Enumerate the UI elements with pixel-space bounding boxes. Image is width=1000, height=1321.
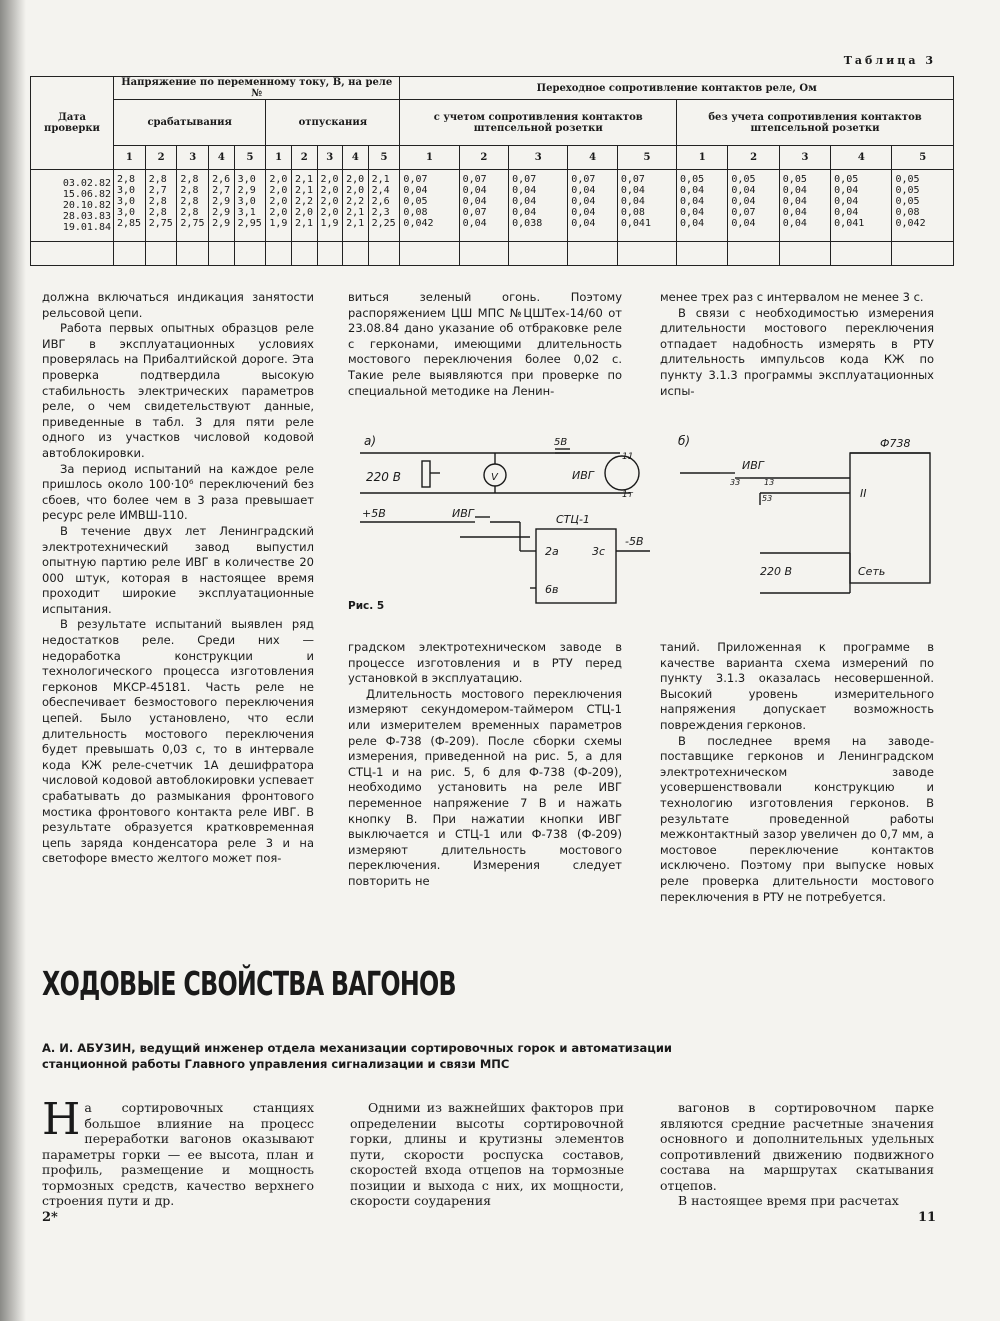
relay-number-cell: 1 (266, 146, 292, 170)
blank-cell (368, 242, 400, 266)
paragraph: В течение двух лет Ленинградский электротехнический завод выпустил опытную партию реле ИВГ в количестве 20 000 штук, которая в настоящее время проходит широкие эксплуатационные испытания. (42, 523, 314, 616)
blank-cell (209, 242, 235, 266)
resistance-header: Переходное сопротивление контактов реле, Ом (400, 77, 954, 100)
relay-number-cell: 4 (831, 146, 892, 170)
fig-b-label: б) (678, 434, 691, 448)
value-cell: 2,0 2,0 2,0 2,0 1,9 (266, 170, 292, 242)
blank-cell (892, 242, 954, 266)
relay-number-cell: 5 (234, 146, 266, 170)
blank-cell (343, 242, 369, 266)
fig-220v-label: 220 В (366, 470, 401, 484)
value-cell: 0,07 0,04 0,05 0,08 0,042 (400, 170, 459, 242)
fig-2a-label: 2а (545, 545, 559, 558)
fig-stc1-label: СТЦ-1 (556, 513, 590, 526)
blank-cell (831, 242, 892, 266)
fig-net-label: Сеть (858, 565, 886, 578)
column-3-bottom (660, 640, 934, 905)
relay-number-cell: 3 (317, 146, 343, 170)
blank-cell (459, 242, 509, 266)
relay-number-cell: 3 (779, 146, 830, 170)
blank-cell (728, 242, 779, 266)
fig-terminal-1t: 1т (622, 490, 633, 500)
relay-number-cell: 2 (291, 146, 317, 170)
value-cell: 0,07 0,04 0,04 0,04 0,04 (568, 170, 618, 242)
value-cell: 2,0 2,0 2,2 2,1 2,1 (343, 170, 369, 242)
pickup-header: срабатывания (114, 100, 266, 146)
relay-number-cell: 3 (509, 146, 568, 170)
relay-number-cell: 3 (177, 146, 209, 170)
article-p1: а сортировочных станциях большое влияние на процесс переработки вагонов оказывают параметры горки — ее высота, план и профиль, размещение и мощность тормозных средств, качество верхнего строения пути и др. (42, 1100, 314, 1208)
relay-number-cell: 1 (114, 146, 146, 170)
voltage-header: Напряжение по переменному току, В, на реле № (114, 77, 400, 100)
dropout-header: отпускания (266, 100, 400, 146)
fig-contact-33: 33 (730, 478, 741, 487)
fig-ivg-label-b: ИВГ (742, 459, 764, 472)
blank-cell (266, 242, 292, 266)
article-column-1 (42, 1094, 314, 1209)
fig-contact-53: 53 (762, 494, 773, 503)
blank-cell (617, 242, 676, 266)
column-2-top (348, 290, 622, 399)
value-cell: 0,05 0,04 0,04 0,07 0,04 (728, 170, 779, 242)
article-p3a: вагонов в сортировочном парке являются средние расчетные значения основного и дополнительных удельных сопротивлений движению подвижного состава на маршрутах скатывания отцепов. (660, 1100, 934, 1193)
value-cell: 2,8 2,7 2,8 2,8 2,75 (145, 170, 177, 242)
paragraph: В последнее время на заводе-поставщике герконов и Ленинградском электротехническом заводе усовершенствовали конструкцию и технологию изготовления герконов. В результате проведенной работы межконтактный зазор увеличен до 0,7 мм, а мостовое переключение контактов исключено. Поэтому при выпуске новых реле проверка длительности мостового переключения в РТУ не потребуется. (660, 733, 934, 904)
signature-mark: 2* (42, 1210, 58, 1225)
fig-a-label: а) (364, 434, 377, 448)
fig-minus5v-label: -5В (625, 535, 644, 548)
fig-plus5v-label: +5В (362, 507, 386, 520)
blank-cell (234, 242, 266, 266)
value-cell: 3,0 2,9 3,0 3,1 2,95 (234, 170, 266, 242)
page-number: 11 (918, 1210, 937, 1225)
value-cell: 2,0 2,0 2,0 2,0 1,9 (317, 170, 343, 242)
relay-number-cell: 5 (617, 146, 676, 170)
article-column-2 (350, 1100, 624, 1209)
without-socket-header: без учета сопротивления контактов штепсельной розетки (677, 100, 954, 146)
column-2-bottom (348, 640, 622, 890)
value-cell: 0,05 0,04 0,04 0,04 0,04 (677, 170, 728, 242)
value-cell: 0,07 0,04 0,04 0,08 0,041 (617, 170, 676, 242)
value-cell: 0,05 0,04 0,04 0,04 0,041 (831, 170, 892, 242)
relay-number-cell: 5 (368, 146, 400, 170)
figure-caption: Рис. 5 (348, 600, 385, 612)
value-cell: 2,1 2,4 2,6 2,3 2,25 (368, 170, 400, 242)
blank-cell (317, 242, 343, 266)
fig-6b-label: 6в (545, 583, 559, 596)
blank-cell (145, 242, 177, 266)
date-header: Дата проверки (31, 77, 114, 170)
article-p2: Одними из важнейших факторов при определении высоты сортировочной горки, длины и крутизны элементов пути, скорости роспуска составов, скоростей входа отцепов на тормозные позиции и выхода с них, их мощности, скорости соударения (350, 1100, 624, 1208)
relay-number-cell: 4 (209, 146, 235, 170)
column-1 (42, 290, 314, 867)
fig-ii-label: II (860, 487, 867, 500)
paragraph: За период испытаний на каждое реле пришлось около 100·10⁶ переключений без сбоев, что более чем в 3 раза превышает ресурс реле ИМВШ-110. (42, 461, 314, 523)
fig-contact-13: 13 (764, 478, 775, 487)
paragraph: В результате испытаний выявлен ряд недостатков реле. Среди них — недоработка конструкции и технологического процесса изготовления герконов МКСР-45181. Часть реле не обеспечивает безмостового переключения цепей. Было установлено, что если длительность мостового переключения будет превышать 0,03 с, то в интервале кода КЖ реле-счетчик 1А дешифратора числовой кодовой автоблокировки успевает срабатывать до размыкания фронтового мостика фронтового контакта реле ИВГ. В результате образуется кратковременная цепь заряда конденсатора реле 3 и на светофоре вместо желтого может поя- (42, 617, 314, 866)
value-cell: 0,07 0,04 0,04 0,04 0,038 (509, 170, 568, 242)
paragraph: Работа первых опытных образцов реле ИВГ в эксплуатационных условиях проверялась на Прибалтийской дороге. Эта проверка подтвердила высокую стабильность электрических параметров реле, о чем свидетельствуют данные, приведенные в табл. 3 для пяти реле одного из участков числовой кодовой автоблокировки. (42, 321, 314, 460)
paragraph: В связи с необходимостью измерения длительности мостового переключения отпадает надобность измерять в РТУ длительность импульсов кода КЖ по пункту 3.1.3 программы эксплуатационных испы- (660, 305, 934, 398)
blank-cell (177, 242, 209, 266)
relay-number-cell: 4 (343, 146, 369, 170)
blank-cell (509, 242, 568, 266)
dropcap-letter: Н (42, 1094, 81, 1145)
fig-voltmeter-label: V (491, 472, 498, 483)
col2-top-text: виться зеленый огонь. Поэтому распоряжением ЦШ МПС №ЦШТех-14/60 от 23.08.84 дано указание об отбраковке реле с герконами, имеющими длительность мостового переключения более 0,02 с. Такие реле выявляются при проверке по специальной методике на Ленин- (348, 290, 622, 398)
paragraph: Длительность мостового переключения измеряют секундомером-таймером СТЦ-1 или измерителем временных параметров реле Ф-738 (Ф-209). После сборки схемы измерения, приведенной на рис. 5, а для СТЦ-1 и на рис. 5, б для Ф-738 (Ф-209), необходимо установить на реле ИВГ переменное напряжение 7 В и нажать кнопку В. При нажатии кнопки ИВГ выключается и СТЦ-1 или Ф-738 (Ф-209) измеряют длительность мостового переключения. Измерения следует повторить не (348, 686, 622, 888)
paragraph: таний. Приложенная к программе в качестве варианта схема измерений по пункту 3.1.3 оказалась несовершенной. Высокий уровень измерительного напряжения допускает возможность повреждения герконов. (660, 640, 934, 732)
blank-cell (400, 242, 459, 266)
blank-cell (677, 242, 728, 266)
figure-5-schematics (340, 425, 940, 630)
article-byline: А. И. АБУЗИН, ведущий инженер отдела механизации сортировочных горок и автоматизации станционной работы Главного управления сигнализации и связи МПС (42, 1041, 672, 1071)
relay-test-table (30, 76, 954, 266)
value-cell: 0,05 0,05 0,05 0,08 0,042 (892, 170, 954, 242)
relay-number-cell: 1 (677, 146, 728, 170)
paragraph: должна включаться индикация занятости рельсовой цепи. (42, 290, 314, 320)
value-cell: 0,07 0,04 0,04 0,07 0,04 (459, 170, 509, 242)
fig-ivg-label-a: ИВГ (572, 469, 594, 482)
fig-5v-label: 5В (554, 437, 568, 448)
fig-terminal-11: 11 (622, 452, 634, 462)
blank-cell (779, 242, 830, 266)
article-column-3 (660, 1100, 934, 1209)
dates-cell: 03.02.82 15.06.82 20.10.82 28.03.83 19.01.84 (31, 170, 114, 242)
fig-3c-label: 3с (592, 545, 606, 558)
relay-number-cell: 5 (892, 146, 954, 170)
value-cell: 2,6 2,7 2,9 2,9 2,9 (209, 170, 235, 242)
with-socket-header: с учетом сопротивления контактов штепсельной розетки (400, 100, 677, 146)
article-title: ХОДОВЫЕ СВОЙСТВА ВАГОНОВ (42, 964, 456, 1003)
blank-cell (568, 242, 618, 266)
value-cell: 0,05 0,04 0,04 0,04 0,04 (779, 170, 830, 242)
relay-number-cell: 2 (459, 146, 509, 170)
relay-number-row (31, 146, 954, 170)
value-cell: 2,8 2,8 2,8 2,8 2,75 (177, 170, 209, 242)
value-cell: 2,1 2,1 2,2 2,0 2,1 (291, 170, 317, 242)
blank-cell (114, 242, 146, 266)
relay-number-cell: 1 (400, 146, 459, 170)
article-p3b: В настоящее время при расчетах (678, 1193, 899, 1208)
fig-f738-label: Ф738 (880, 437, 911, 450)
relay-number-cell: 2 (145, 146, 177, 170)
paragraph: менее трех раз с интервалом не менее 3 с. (660, 290, 924, 304)
fig-220v-b-label: 220 В (760, 565, 793, 578)
relay-number-cell: 2 (728, 146, 779, 170)
values-row (31, 170, 954, 242)
paragraph: градском электротехническом заводе в процессе изготовления и в РТУ перед установкой в эксплуатацию. (348, 640, 622, 686)
scan-shadow (0, 0, 26, 1321)
value-cell: 2,8 3,0 3,0 3,0 2,85 (114, 170, 146, 242)
relay-number-cell: 4 (568, 146, 618, 170)
table-caption: Таблица 3 (843, 54, 936, 67)
fig-ivg-label-a2: ИВГ (452, 507, 474, 520)
table-bottom-row (31, 242, 954, 266)
column-3-top (660, 290, 934, 399)
blank-cell (291, 242, 317, 266)
